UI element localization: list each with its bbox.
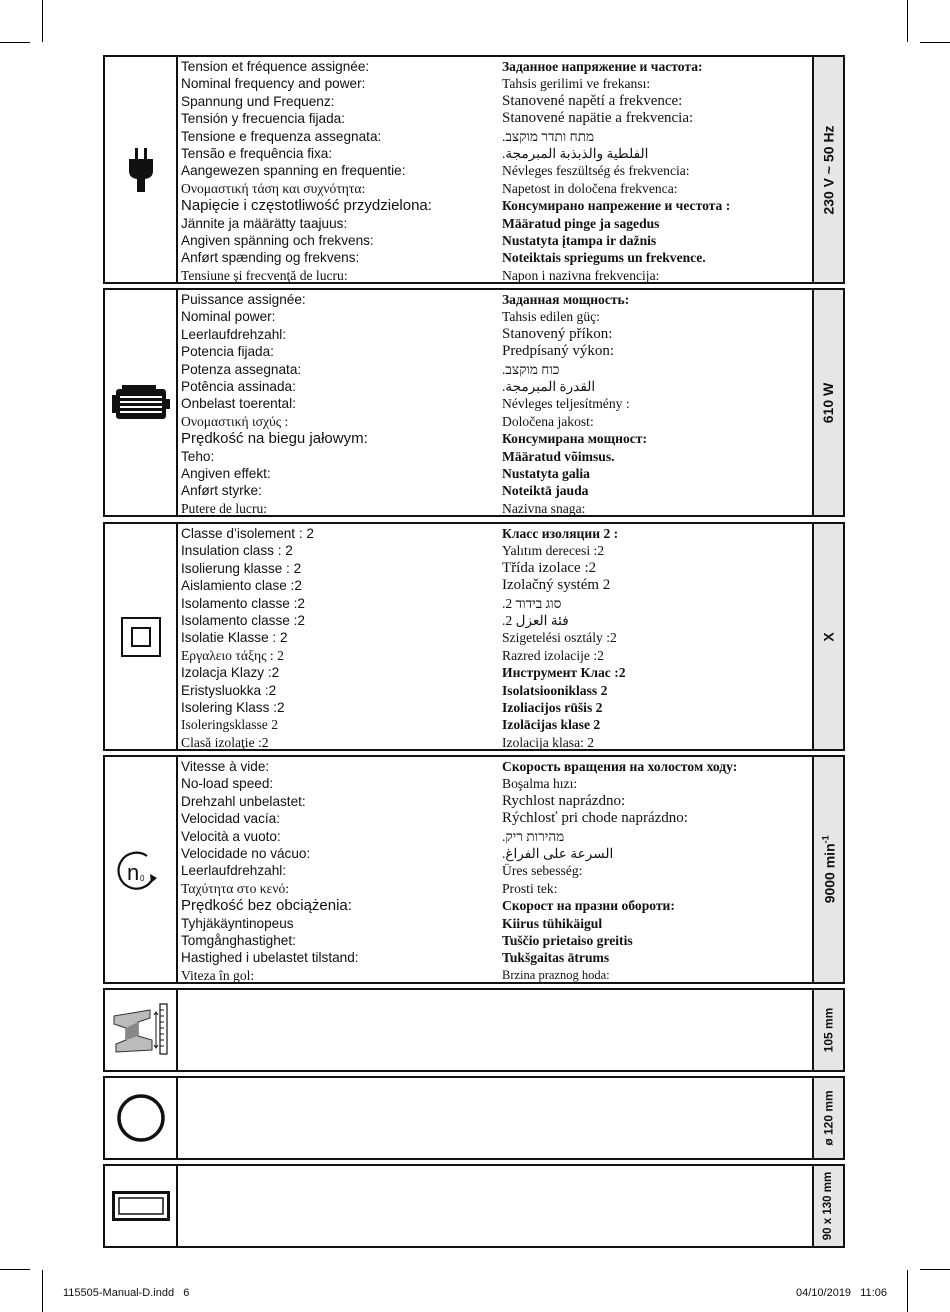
label-line: Izolacja Klazy :2 xyxy=(181,665,280,681)
label-line: Putere de lucru: xyxy=(181,500,268,516)
motor-icon xyxy=(112,385,170,421)
label-line: Tensione e frequenza assegnata: xyxy=(181,128,382,144)
label-line: Tyhjäkäyntinopeus xyxy=(181,915,294,931)
label-column xyxy=(181,758,499,984)
spec-row-insulation xyxy=(103,522,845,751)
insulation-value: X xyxy=(820,631,837,642)
label-line: Noteiktā jauda xyxy=(502,483,589,499)
label-line: Insulation class : 2 xyxy=(181,543,293,559)
label-line: Clasă izolaţie :2 xyxy=(181,734,269,750)
label-line: Hastighed i ubelastet tilstand: xyxy=(181,950,359,966)
label-line: Prosti tek: xyxy=(502,880,558,896)
label-line: Viteza în gol: xyxy=(181,967,255,983)
no-load-speed-value: 9000 $\min^{-1}$ xyxy=(820,835,837,904)
spec-row-voltage xyxy=(103,55,845,284)
label-line: Třída izolace :2 xyxy=(502,559,597,576)
label-line: Izolacija klasa: 2 xyxy=(502,734,595,750)
round-capacity-value: ø 120 mm xyxy=(821,1090,836,1146)
label-line: Prędkość na biegu jałowym: xyxy=(181,430,368,448)
label-line: Tukšgaitas ātrums xyxy=(502,950,610,966)
label-line: Ονομαστική ισχύς : xyxy=(181,413,289,429)
label-line: Aangewezen spanning en frequentie: xyxy=(181,163,406,179)
label-line: Anført styrke: xyxy=(181,483,262,499)
label-column xyxy=(502,525,818,751)
label-column xyxy=(502,758,818,984)
crop-mark xyxy=(920,1269,950,1270)
plug-icon xyxy=(126,148,156,192)
label-line: Angiven spänning och frekvens: xyxy=(181,232,374,248)
crop-mark xyxy=(907,1270,908,1312)
label-line: فئة العزل 2. xyxy=(502,612,569,628)
label-line: Заданная мощность: xyxy=(502,292,630,307)
label-line: Jännite ja määrätty taajuus: xyxy=(181,215,348,231)
crop-mark xyxy=(42,1270,43,1312)
label-line: Консумирана мощност: xyxy=(502,431,647,447)
label-line: מהירות ריק. xyxy=(502,828,565,844)
label-line: Napetost in določena frekvenca: xyxy=(502,180,678,196)
value-cell xyxy=(812,1166,843,1246)
value-cell xyxy=(812,1078,843,1158)
value-cell xyxy=(812,757,843,982)
label-line: Isolatie Klasse : 2 xyxy=(181,630,288,646)
label-line: Velocidad vacía: xyxy=(181,811,280,827)
label-line: Tahsis edilen güç: xyxy=(502,309,600,325)
value-cell xyxy=(812,990,843,1070)
label-line: Stanovené napětí a frekvence: xyxy=(502,92,683,109)
label-line: Консумирано напрежение и честота : xyxy=(502,198,731,214)
rated-power-value: 610 W xyxy=(820,382,837,423)
label-line: Tension et fréquence assignée: xyxy=(181,59,370,74)
label-line: Eristysluokka :2 xyxy=(181,682,277,698)
label-line: Класс изоляции 2 : xyxy=(502,526,619,541)
label-line: السرعة على الفراغ. xyxy=(502,845,614,861)
label-line: Névleges feszültség és frekvencia: xyxy=(502,163,690,179)
label-line: Izoliacijos rūšis 2 xyxy=(502,699,603,715)
label-line: Noteiktais spriegums un frekvence. xyxy=(502,250,706,266)
icon-cell xyxy=(105,1078,178,1158)
rectangular-section-icon xyxy=(112,1191,170,1221)
label-line: מתח ותדר מוקצב. xyxy=(502,128,595,144)
label-line: Isolatsiooniklass 2 xyxy=(502,682,608,698)
label-line: الفلطية والذبذبة المبرمجة. xyxy=(502,145,649,161)
footer-file-name: 115505-Manual-D.indd 6 xyxy=(63,1287,190,1299)
unit-exponent: -1 xyxy=(820,835,831,844)
label-line: Инструмент Клас :2 xyxy=(502,665,626,681)
profile-capacity-value: 105 mm xyxy=(821,1007,836,1053)
label-line: Potência assinada: xyxy=(181,378,296,394)
icon-cell xyxy=(105,757,178,982)
label-line: Aislamiento clase :2 xyxy=(181,578,302,594)
rated-voltage-value: 230 V ~ 50 Hz xyxy=(820,124,837,215)
label-line: Stanovené napätie a frekvencia: xyxy=(502,110,694,127)
label-line: סוג בידוד 2. xyxy=(502,595,562,611)
label-column xyxy=(181,525,499,751)
label-line: Névleges teljesítmény : xyxy=(502,396,630,412)
label-line: Leerlaufdrehzahl: xyxy=(181,326,287,342)
label-line: Potencia fijada: xyxy=(181,344,274,360)
label-column xyxy=(502,58,818,284)
crop-mark xyxy=(0,42,30,43)
spec-row-rectangular-capacity xyxy=(103,1164,845,1248)
label-line: Velocidade no vácuo: xyxy=(181,845,311,861)
rectangular-capacity-value: 90 x 130 mm xyxy=(822,1171,835,1241)
label-line: Napięcie i częstotliwość przydzielona: xyxy=(181,197,432,215)
value-cell xyxy=(812,290,843,515)
label-line: Yalıtım derecesi :2 xyxy=(502,543,605,559)
svg-text:n: n xyxy=(126,859,139,885)
label-line: Kiirus tühikäigul xyxy=(502,915,603,931)
round-section-icon xyxy=(116,1093,166,1143)
label-line: Onbelast toerental: xyxy=(181,396,296,412)
label-line: Nominal frequency and power: xyxy=(181,76,366,92)
crop-mark xyxy=(920,42,950,43)
label-line: Vitesse à vide: xyxy=(181,759,270,774)
label-line: Tensión y frecuencia fijada: xyxy=(181,111,345,127)
label-line: Nustatyta galia xyxy=(502,465,590,481)
label-line: Leerlaufdrehzahl: xyxy=(181,863,287,879)
spec-row-profile-capacity xyxy=(103,988,845,1072)
label-line: Заданное напряжение и частота: xyxy=(502,59,703,74)
label-line: Nazivna snaga: xyxy=(502,500,586,516)
label-line: Potenza assegnata: xyxy=(181,361,302,377)
label-line: Razred izolacije :2 xyxy=(502,647,604,663)
spec-row-round-capacity xyxy=(103,1076,845,1160)
label-line: القدرة المبرمجة. xyxy=(502,378,596,394)
label-line: Скорост на празни обороти: xyxy=(502,898,675,914)
label-line: Izolačný systém 2 xyxy=(502,577,611,594)
label-line: Tomgånghastighet: xyxy=(181,932,296,948)
label-line: כוח מוקצב. xyxy=(502,361,560,377)
label-line: Brzina praznog hoda: xyxy=(502,967,610,982)
label-line: Classe d’isolement : 2 xyxy=(181,526,314,541)
label-line: Εργαλειο τάξης : 2 xyxy=(181,647,284,663)
profile-cut-icon xyxy=(110,1002,172,1058)
svg-text:0: 0 xyxy=(139,873,144,883)
label-line: Puissance assignée: xyxy=(181,292,306,307)
label-line: Isolamento classe :2 xyxy=(181,595,305,611)
label-line: Määratud võimsus. xyxy=(502,448,615,464)
icon-cell xyxy=(105,524,178,749)
label-line: Izolācijas klase 2 xyxy=(502,717,601,733)
icon-cell xyxy=(105,290,178,515)
label-line: Ονομαστική τάση και συχνότητα: xyxy=(181,180,366,196)
label-line: Boşalma hızı: xyxy=(502,776,578,792)
label-line: Isolering Klass :2 xyxy=(181,699,285,715)
label-line: Tuščio prietaiso greitis xyxy=(502,932,633,948)
footer-date-time: 04/10/2019 11:06 xyxy=(796,1287,887,1299)
label-line: Nustatyta įtampa ir dažnis xyxy=(502,232,657,248)
icon-cell xyxy=(105,57,178,282)
label-line: Tensão e frequência fixa: xyxy=(181,145,333,161)
label-line: Szigetelési osztály :2 xyxy=(502,630,617,646)
label-line: Spannung und Frequenz: xyxy=(181,93,335,109)
label-line: Velocità a vuoto: xyxy=(181,828,281,844)
label-line: Isolamento classe :2 xyxy=(181,612,305,628)
label-line: Üres sebesség: xyxy=(502,863,583,879)
label-column xyxy=(181,291,499,517)
label-line: Predpísaný výkon: xyxy=(502,343,615,360)
value-cell xyxy=(812,524,843,749)
label-line: Nominal power: xyxy=(181,309,276,325)
no-load-speed-icon xyxy=(117,848,165,892)
label-line: Teho: xyxy=(181,448,215,464)
label-line: Določena jakost: xyxy=(502,413,594,429)
label-line: Prędkość bez obciążenia: xyxy=(181,897,352,915)
crop-mark xyxy=(907,0,908,42)
label-line: Napon i nazivna frekvencija: xyxy=(502,267,660,283)
label-line: Isolierung klasse : 2 xyxy=(181,560,302,576)
icon-cell xyxy=(105,1166,178,1246)
crop-mark xyxy=(42,0,43,42)
spec-row-power xyxy=(103,288,845,517)
label-line: Ταχύτητα στο κενό: xyxy=(181,880,290,896)
value-cell xyxy=(812,57,843,282)
label-column xyxy=(181,58,499,284)
label-line: Tensiune şi frecvenţă de lucru: xyxy=(181,267,348,283)
label-line: Drehzahl unbelastet: xyxy=(181,793,306,809)
label-line: No-load speed: xyxy=(181,776,274,792)
spec-row-speed xyxy=(103,755,845,984)
label-line: Stanovený příkon: xyxy=(502,325,613,342)
icon-cell xyxy=(105,990,178,1070)
label-line: Angiven effekt: xyxy=(181,465,271,481)
label-line: Скорость вращения на холостом ходу: xyxy=(502,759,738,774)
crop-mark xyxy=(0,1269,30,1270)
label-line: Määratud pinge ja sagedus xyxy=(502,215,660,231)
label-line: Tahsis gerilimi ve frekansı: xyxy=(502,76,651,92)
label-line: Rychlost naprázdno: xyxy=(502,792,626,809)
label-line: Isoleringsklasse 2 xyxy=(181,717,279,733)
label-line: Anført spænding og frekvens: xyxy=(181,250,360,266)
label-line: Rýchlosť pri chode naprázdno: xyxy=(502,810,688,827)
double-insulation-icon xyxy=(121,617,161,657)
label-column xyxy=(502,291,818,517)
